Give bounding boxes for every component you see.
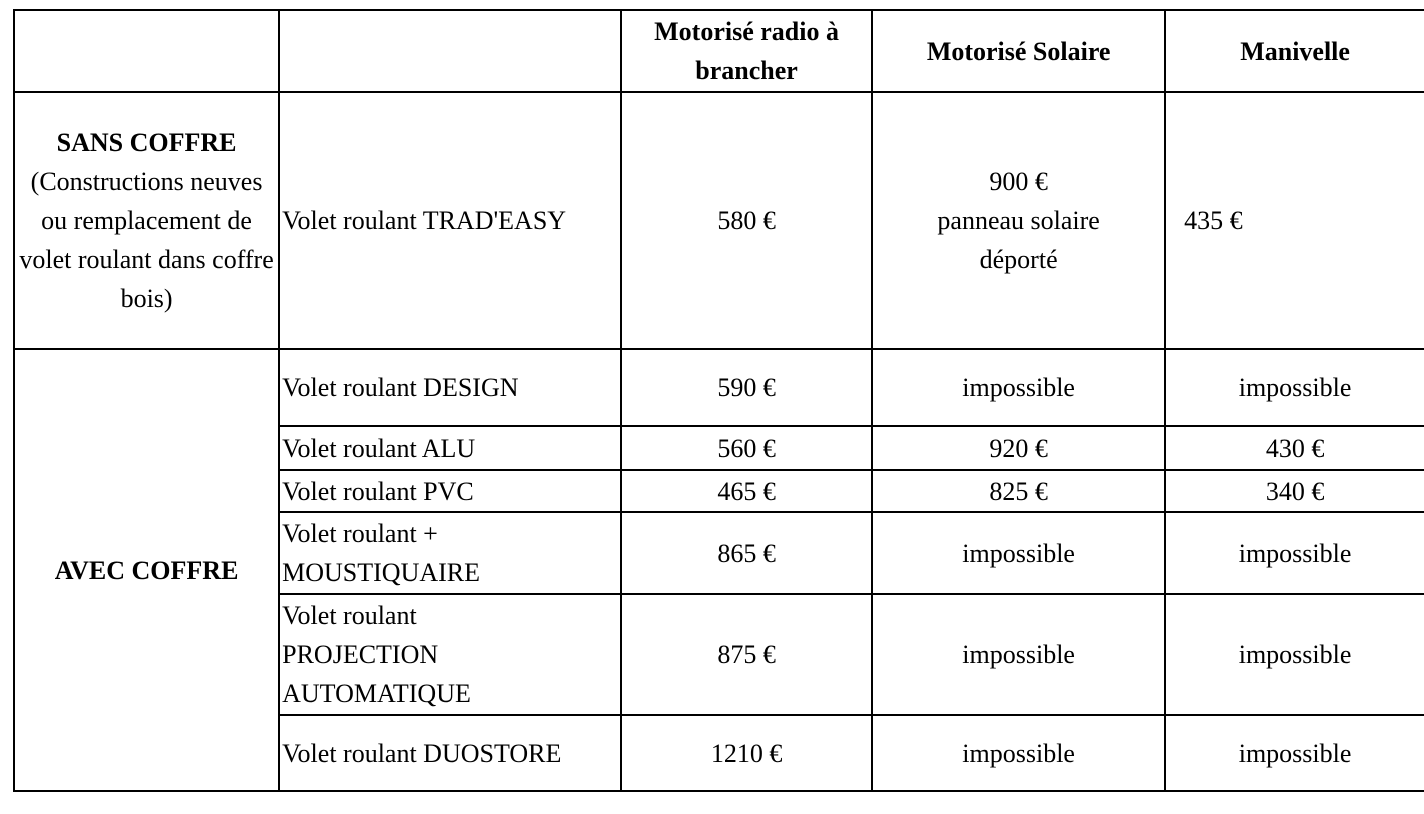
price-crank: 435 € [1165,92,1424,349]
header-group-cell [14,10,279,92]
price-crank: 340 € [1165,470,1424,512]
price-radio: 875 € [621,594,872,715]
price-radio: 590 € [621,349,872,426]
product-name: Volet roulant PROJECTION AUTOMATIQUE [279,594,621,715]
price-table [13,9,1424,792]
solar-price: 900 € [989,167,1048,196]
product-name: Volet roulant PVC [279,470,621,512]
group-avec-coffre [14,349,279,791]
price-radio: 580 € [621,92,872,349]
header-solar: Motorisé Solaire [872,10,1165,92]
group-description: (Constructions neuves ou remplacement de volet roulant dans coffre bois) [19,167,274,313]
product-name: Volet roulant DESIGN [279,349,621,426]
price-crank: impossible [1165,594,1424,715]
table-row [14,349,1424,426]
group-title: SANS COFFRE [56,128,237,157]
header-crank: Manivelle [1165,10,1424,92]
price-radio: 865 € [621,512,872,594]
price-solar: impossible [872,512,1165,594]
price-radio: 1210 € [621,715,872,791]
header-radio: Motorisé radio à brancher [621,10,872,92]
product-name: Volet roulant ALU [279,426,621,470]
price-solar: 920 € [872,426,1165,470]
group-title: AVEC COFFRE [54,555,239,585]
product-name: Volet roulant + MOUSTIQUAIRE [279,512,621,594]
price-radio: 465 € [621,470,872,512]
price-solar: 825 € [872,470,1165,512]
price-solar: impossible [872,715,1165,791]
header-product-cell [279,10,621,92]
product-name: Volet roulant DUOSTORE [279,715,621,791]
price-crank: impossible [1165,512,1424,594]
price-crank: 430 € [1165,426,1424,470]
price-solar: impossible [872,594,1165,715]
price-radio: 560 € [621,426,872,470]
price-crank: impossible [1165,349,1424,426]
header-row [14,10,1424,92]
solar-note: panneau solaire déporté [937,206,1100,274]
price-solar [872,92,1165,349]
table-row [14,92,1424,349]
group-sans-coffre [14,92,279,349]
price-solar: impossible [872,349,1165,426]
product-name: Volet roulant TRAD'EASY [279,92,621,349]
price-crank: impossible [1165,715,1424,791]
